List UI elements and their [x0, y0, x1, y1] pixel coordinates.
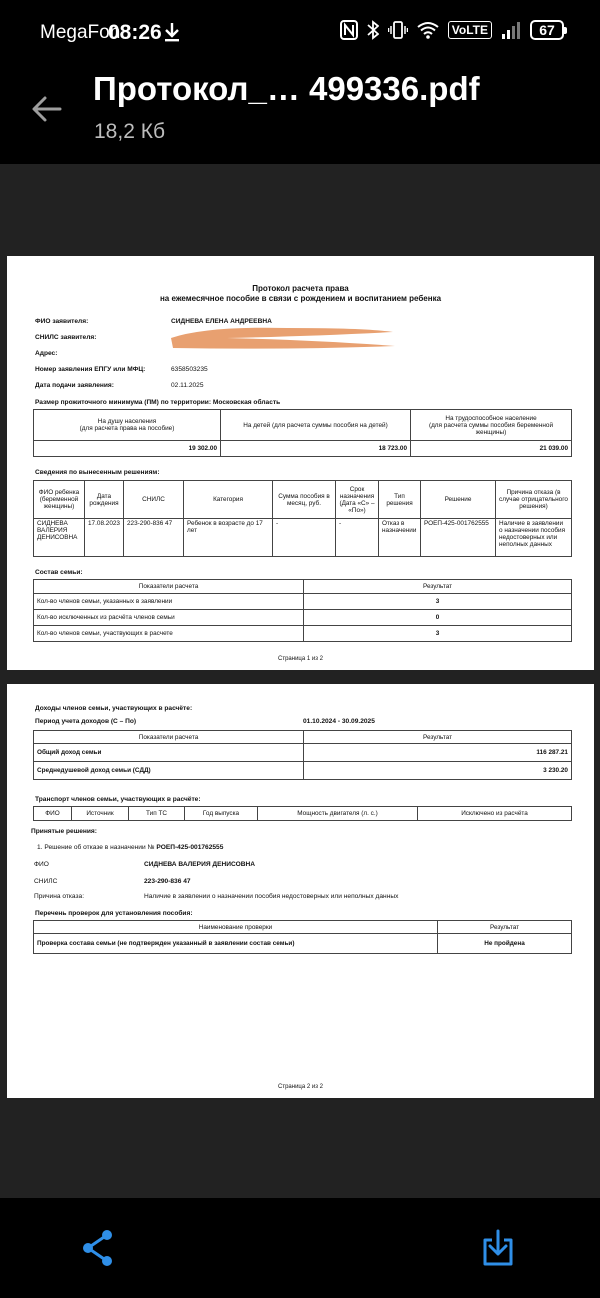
title-line-1: Протокол расчета права: [252, 284, 349, 293]
decisions-header-cell: ФИО ребенка (беременной женщины): [34, 481, 85, 519]
reason-value: Наличие в заявлении о назначении пособия недостоверных или неполных данных: [144, 893, 399, 900]
decision-line-prefix: 1. Решение об отказе в назначении №: [37, 844, 155, 851]
download-icon[interactable]: [480, 1228, 516, 1268]
pm-header-cell: На детей (для расчета суммы пособия на детей): [221, 410, 411, 441]
family-row-value: 3: [304, 594, 572, 610]
family-section-title: Состав семьи:: [35, 569, 83, 576]
pdf-page-2: [7, 684, 594, 1098]
decisions-table: [33, 480, 572, 557]
nfc-icon: [340, 20, 358, 40]
decisions-cell: Ребенок в возрасте до 17 лет: [184, 519, 273, 557]
transport-header-cell: Источник: [72, 807, 129, 821]
decision-fio-value: СИДНЕВА ВАЛЕРИЯ ДЕНИСОВНА: [144, 861, 256, 868]
decisions-cell: -: [336, 519, 379, 557]
checks-table: [33, 920, 572, 954]
application-number-label: Номер заявления ЕПГУ или МФЦ:: [35, 366, 146, 373]
family-header-cell: Показатели расчета: [34, 580, 304, 594]
share-icon[interactable]: [80, 1228, 116, 1268]
application-number-value: 6358503235: [171, 366, 208, 373]
decisions-cell: РОЕП-425-001762555: [421, 519, 496, 557]
checks-header-cell: Наименование проверки: [34, 921, 438, 934]
decisions-header-cell: Категория: [184, 481, 273, 519]
income-header-cell: Показатели расчета: [34, 731, 304, 744]
battery-indicator: 67: [530, 20, 564, 40]
transport-header-cell: Год выпуска: [185, 807, 258, 821]
family-row-label: Кол-во исключенных из расчёта членов семьи: [34, 610, 304, 626]
pm-header-cell: На трудоспособное население (для расчета суммы пособия беременной женщины): [411, 410, 572, 441]
page-footer: Страница 1 из 2: [278, 656, 323, 662]
family-table: [33, 579, 572, 642]
decisions-header-cell: Решение: [421, 481, 496, 519]
decision-snils-label: СНИЛС: [34, 878, 58, 885]
accepted-decisions-title: Принятые решения:: [31, 828, 97, 835]
transport-header-cell: Исключено из расчёта: [418, 807, 572, 821]
download-status-icon: [163, 22, 181, 42]
back-arrow-icon[interactable]: [30, 92, 64, 126]
checks-header-cell: Результат: [438, 921, 572, 934]
income-section-title: Доходы членов семьи, участвующих в расчёте:: [35, 705, 193, 712]
period-value: 01.10.2024 - 30.09.2025: [303, 718, 375, 725]
title-line-2: на ежемесячное пособие в связи с рождением и воспитанием ребенка: [159, 294, 442, 303]
transport-table: [33, 806, 572, 821]
decision-fio-label: ФИО: [34, 861, 49, 868]
status-icons: [340, 20, 564, 40]
decisions-cell: 223-290-836 47: [124, 519, 184, 557]
decisions-header-cell: Срок назначения (Дата «С» – «По»): [336, 481, 379, 519]
decisions-header-cell: Сумма пособия в месяц, руб.: [273, 481, 336, 519]
signal-icon: [501, 21, 521, 39]
family-row-value: 0: [304, 610, 572, 626]
bluetooth-icon: [367, 20, 379, 40]
app-header: [0, 66, 600, 164]
applicant-fio-value: СИДНЕВА ЕЛЕНА АНДРЕЕВНА: [171, 318, 272, 325]
redaction-mark: [167, 322, 397, 354]
pm-table: [33, 409, 572, 457]
income-row-value: 116 287.21: [304, 744, 572, 762]
transport-section-title: Транспорт членов семьи, участвующих в расчёте:: [35, 796, 201, 803]
decisions-cell: Наличие в заявлении о назначении пособия недостоверных или неполных данных: [496, 519, 572, 557]
income-row-label: Общий доход семьи: [34, 744, 304, 762]
family-row-value: 3: [304, 626, 572, 642]
carrier-name: MegaFon: [40, 22, 121, 43]
decisions-header-cell: Дата рождения: [85, 481, 124, 519]
application-date-label: Дата подачи заявления:: [35, 382, 114, 389]
reason-label: Причина отказа:: [34, 893, 85, 900]
wifi-icon: [417, 21, 439, 39]
family-header-cell: Результат: [304, 580, 572, 594]
page-footer: Страница 2 из 2: [278, 1084, 323, 1090]
pm-value-cell: 18 723.00: [221, 441, 411, 457]
transport-header-cell: Мощность двигателя (л. с.): [258, 807, 418, 821]
decision-number: РОЕП-425-001762555: [156, 844, 224, 851]
decisions-cell: Отказ в назначении: [379, 519, 421, 557]
pm-value-cell: 21 039.00: [411, 441, 572, 457]
volte-badge: VoLTE: [448, 21, 492, 39]
family-row-label: Кол-во членов семьи, участвующих в расчете: [34, 626, 304, 642]
decisions-header-cell: СНИЛС: [124, 481, 184, 519]
pm-section-title: Размер прожиточного минимума (ПМ) по территории: Московская область: [35, 399, 281, 406]
bottom-toolbar: [0, 1198, 600, 1298]
clock: 08:26: [108, 21, 162, 44]
transport-header-cell: Тип ТС: [129, 807, 185, 821]
decisions-header-cell: Причина отказа (в случае отрицательного решения): [496, 481, 572, 519]
pm-header-cell: На душу населения (для расчета права на пособие): [34, 410, 221, 441]
income-row-label: Среднедушевой доход семьи (СДД): [34, 762, 304, 780]
pm-value-cell: 19 302.00: [34, 441, 221, 457]
application-date-value: 02.11.2025: [171, 382, 204, 389]
checks-row-label: Проверка состава семьи (не подтвержден указанный в заявлении состав семьи): [34, 934, 438, 954]
pdf-page-1: [7, 256, 594, 670]
decisions-section-title: Сведения по вынесенным решениям:: [35, 469, 160, 476]
checks-row-value: Не пройдена: [438, 934, 572, 954]
decision-snils-value: 223-290-836 47: [144, 878, 191, 885]
decisions-cell: СИДНЕВА ВАЛЕРИЯ ДЕНИСОВНА: [34, 519, 85, 557]
family-row-label: Кол-во членов семьи, указанных в заявлении: [34, 594, 304, 610]
applicant-snils-label: СНИЛС заявителя:: [35, 334, 97, 341]
decisions-header-cell: Тип решения: [379, 481, 421, 519]
document-title: [7, 284, 594, 304]
file-title: Протокол_… 499336.pdf: [93, 70, 480, 107]
income-row-value: 3 230.20: [304, 762, 572, 780]
status-bar: [0, 0, 600, 66]
transport-header-cell: ФИО: [34, 807, 72, 821]
decision-line: [37, 844, 223, 851]
income-header-cell: Результат: [304, 731, 572, 744]
income-table: [33, 730, 572, 780]
pdf-viewer[interactable]: [0, 164, 600, 1198]
applicant-fio-label: ФИО заявителя:: [35, 318, 89, 325]
vibrate-icon: [388, 20, 408, 40]
file-size: 18,2 Кб: [94, 120, 165, 143]
decisions-cell: 17.08.2023: [85, 519, 124, 557]
period-label: Период учета доходов (С – По): [35, 718, 137, 725]
address-label: Адрес:: [35, 350, 58, 357]
decisions-cell: -: [273, 519, 336, 557]
checks-section-title: Перечень проверок для установления пособия:: [35, 910, 193, 917]
